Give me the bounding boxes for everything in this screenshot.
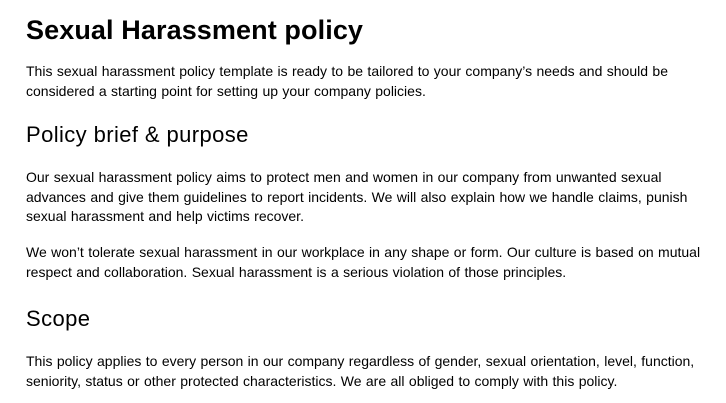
policy-brief-paragraph: Our sexual harassment policy aims to protect men and women in our company from unwanted sexual advances and give them guidelines to report incidents. We will also explain how we handle claims, punish sexual harassment and help victims recover. bbox=[26, 169, 688, 224]
policy-brief-paragraph: We won’t tolerate sexual harassment in our workplace in any shape or form. Our culture is based on mutual respect and collaboration. Sexual harassment is a serious violation of those principles. bbox=[26, 244, 701, 280]
intro-paragraph: This sexual harassment policy template is ready to be tailored to your company’s needs and should be considered a starting point for setting up your company policies. bbox=[26, 63, 668, 99]
scope-paragraph: This policy applies to every person in our company regardless of gender, sexual orientation, level, function, seniority, status or other protected characteristics. We are all obliged to comply with this policy. bbox=[26, 353, 695, 389]
document-title: Sexual Harassment policy bbox=[26, 15, 364, 45]
section-heading-scope: Scope bbox=[26, 306, 91, 331]
section-heading-policy-brief: Policy brief & purpose bbox=[26, 122, 249, 147]
